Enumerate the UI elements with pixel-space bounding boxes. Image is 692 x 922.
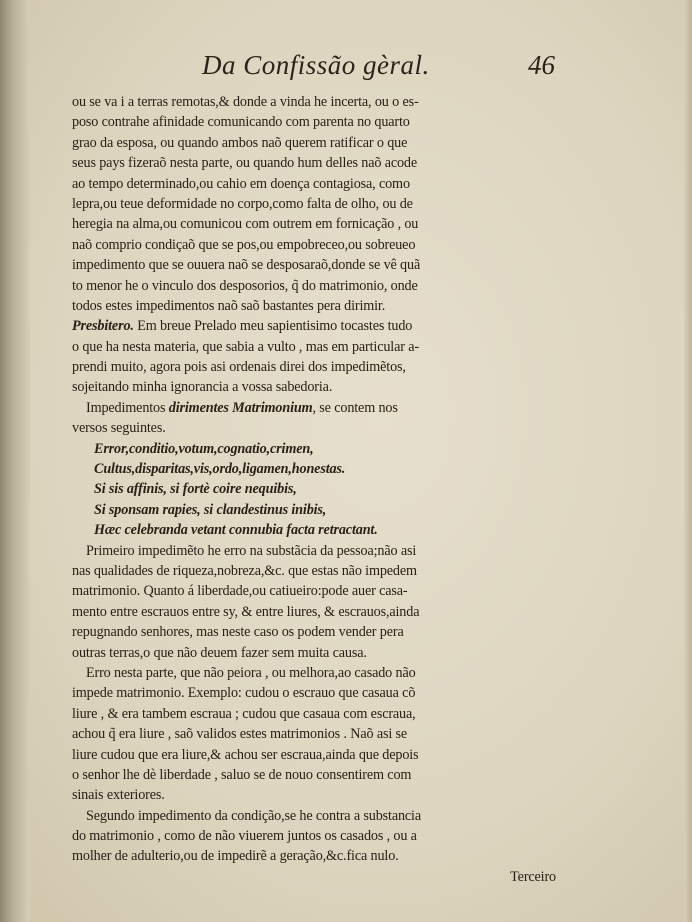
text-line: repugnando senhores, mas neste caso os podem vender pera: [72, 624, 404, 641]
text-line: naõ comprio condiçaõ que se pos,ou empobreceo,ou sobreueo: [72, 236, 416, 253]
text-segment: Em breue Prelado meu sapientisimo tocastes tudo: [133, 318, 413, 335]
text-line: o senhor lhe dè liberdade , saluo se de nouo consentirem com: [72, 766, 412, 783]
text-line: impedimento que se ouuera naõ se desposaraõ,donde se vê quã: [72, 257, 421, 274]
text-line: do matrimonio , como de não viuerem juntos os casados , ou a: [72, 828, 417, 845]
text-line: molher de adulterio,ou de impedirẽ a geração,&c.fica nulo.: [72, 848, 399, 865]
text-line: sojeitando minha ignorancia a vossa sabedoria.: [72, 379, 333, 396]
text-line: outras terras,o que não deuem fazer sem muita causa.: [72, 644, 367, 661]
text-line: liure cudou que era liure,& achou ser escraua,ainda que depois: [72, 746, 419, 763]
text-segment: Impedimentos: [86, 399, 169, 416]
text-line: poso contrahe afinidade comunicando com parenta no quarto: [72, 114, 410, 131]
text-segment: , se contem nos: [312, 399, 398, 416]
page-number: 46: [528, 50, 555, 80]
text-line: Primeiro impedimẽto he erro na substãcia da pessoa;não asi: [86, 542, 417, 559]
body-text: [72, 92, 562, 887]
verse-line: Si sis affinis, si fortè coire nequibis,: [94, 481, 297, 498]
text-line: heregia na alma,ou comunicou com outrem em fornicação , ou: [72, 216, 419, 233]
text-line: impede matrimonio. Exemplo: cudou o escrauo que casaua cõ: [72, 685, 416, 702]
impediments-line: [72, 398, 562, 418]
catchword: Terceiro: [510, 868, 556, 885]
latin-phrase: dirimentes Matrimonium: [168, 399, 313, 416]
verse-line: Cultus,disparitas,vis,ordo,ligamen,honestas.: [94, 461, 346, 478]
book-gutter: [0, 0, 30, 922]
text-line: sinais exteriores.: [72, 787, 165, 804]
text-line: todos estes impedimentos naõ saõ bastantes pera dirimir.: [72, 297, 386, 314]
text-line: mento entre escrauos entre sy, & entre liures, & escrauos,ainda: [72, 603, 420, 620]
text-line: to menor he o vinculo dos desposorios, q̃ do matrimonio, onde: [72, 277, 418, 294]
verse-line: Hæc celebranda vetant connubia facta retractant.: [94, 522, 378, 539]
page-edge: [684, 0, 692, 922]
text-line: o que ha nesta materia, que sabia a vulto , mas em particular a-: [72, 338, 419, 355]
text-line: versos seguintes.: [72, 420, 166, 437]
speaker-line: [72, 316, 562, 336]
page-header: [0, 50, 692, 90]
text-line: ao tempo determinado,ou cahio em doença contagiosa, como: [72, 175, 410, 192]
text-line: seus pays fizeraõ nesta parte, ou quando hum delles naõ acode: [72, 155, 418, 172]
verse-line: Error,conditio,votum,cognatio,crimen,: [94, 440, 314, 457]
text-line: achou q̃ era liure , saõ validos estes matrimonios . Naõ asi se: [72, 726, 408, 743]
running-title: Da Confissão gèral.: [202, 50, 430, 80]
text-line: liure , & era tambem escraua ; cudou que casaua com escraua,: [72, 705, 416, 722]
text-line: prendi muito, agora pois asi ordenais direi dos impedimẽtos,: [72, 359, 406, 376]
text-line: Erro nesta parte, que não peiora , ou melhora,ao casado não: [86, 664, 416, 681]
speaker-label: Presbitero.: [72, 318, 134, 335]
text-line: nas qualidades de riqueza,nobreza,&c. que estas não impedem: [72, 562, 417, 579]
text-line: grao da esposa, ou quando ambos naõ querem ratificar o que: [72, 134, 408, 151]
text-line: Segundo impedimento da condição,se he contra a substancia: [86, 807, 421, 824]
text-line: lepra,ou teue deformidade no corpo,como falta de olho, ou de: [72, 195, 413, 212]
text-line: matrimonio. Quanto á liberdade,ou catiueiro:pode auer casa-: [72, 583, 408, 600]
verse-line: Si sponsam rapies, si clandestinus inibis,: [94, 501, 327, 518]
text-line: ou se va i a terras remotas,& donde a vinda he incerta, ou o es-: [72, 94, 419, 110]
